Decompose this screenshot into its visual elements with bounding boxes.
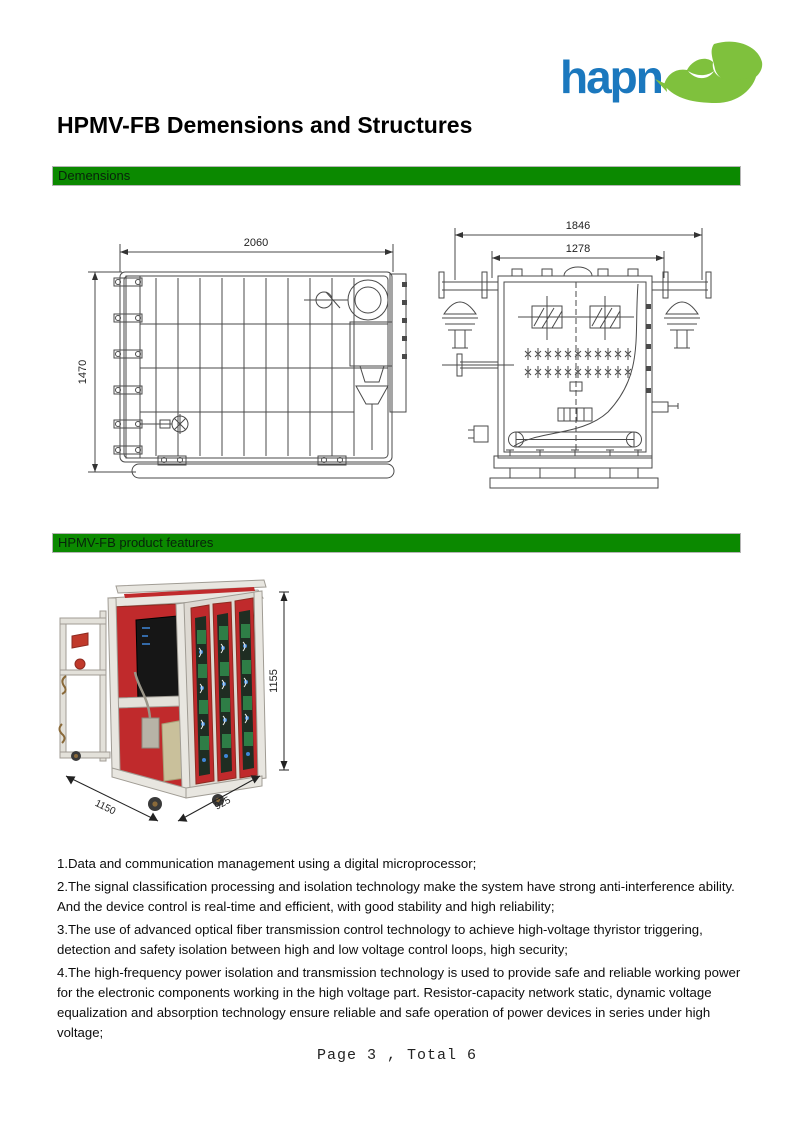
base-bolts [506,450,642,478]
photo-width-dim: 925 [212,794,233,813]
left-bushing [439,272,498,348]
enclosure-side-view-drawing [68,224,420,490]
section-banner-features [52,533,741,553]
height-dimension [279,592,289,770]
hatched-window [518,296,576,340]
cable-box [142,718,159,748]
company-logo [560,40,765,106]
door-hinges [114,278,142,454]
page-footer: Page 3 , Total 6 [316,1047,478,1064]
photo-height-dim: 1155 [268,669,280,693]
photo-depth-dim: 1150 [93,798,118,818]
product-photo [58,578,310,830]
enclosure-front-view-drawing [430,216,762,498]
feature-item-3: 3.The use of advanced optical fiber transmission control technology to achieve high-voltage thyristor triggering, detection and safety isolation between high and low voltage control loops, high security; [57,922,703,957]
dove-leaf-icon [654,40,766,108]
page-title: HPMV-FB Demensions and Structures [57,112,473,138]
section-banner-dimensions [52,166,741,186]
section-banner-features-label: HPMV-FB product features [58,535,214,550]
front-view-inner-width-dim: 1278 [565,243,591,255]
feature-item-4: 4.The high-frequency power isolation and transmission technology is used to provide safe and reliable working power for the electronic components working in the high voltage part. Resistor-capacity network static, dynamic voltage equalization and absorption technology ensure reliable and safe operation of power devices in series under high voltage; [57,965,741,1040]
side-view-width-dim: 2060 [243,237,269,249]
hatched-window [576,296,634,340]
control-box [136,616,180,702]
logo-wordmark: hapn [560,51,662,103]
front-view-outer-width-dim: 1846 [565,220,591,232]
feature-item-1: 1.Data and communication management using a digital microprocessor; [57,856,477,871]
side-view-height-dim: 1470 [77,359,89,385]
section-banner-dimensions-label: Demensions [58,168,131,183]
right-bushing [652,272,711,348]
feature-item-2: 2.The signal classification processing and isolation technology make the system have strong anti-interference ability. And the device control is real-time and efficient, with good stability and high reliability; [57,879,735,914]
thyristor-columns [191,598,258,784]
component-rows [525,348,631,378]
features-list [57,854,743,1046]
panel-grid [140,278,388,456]
